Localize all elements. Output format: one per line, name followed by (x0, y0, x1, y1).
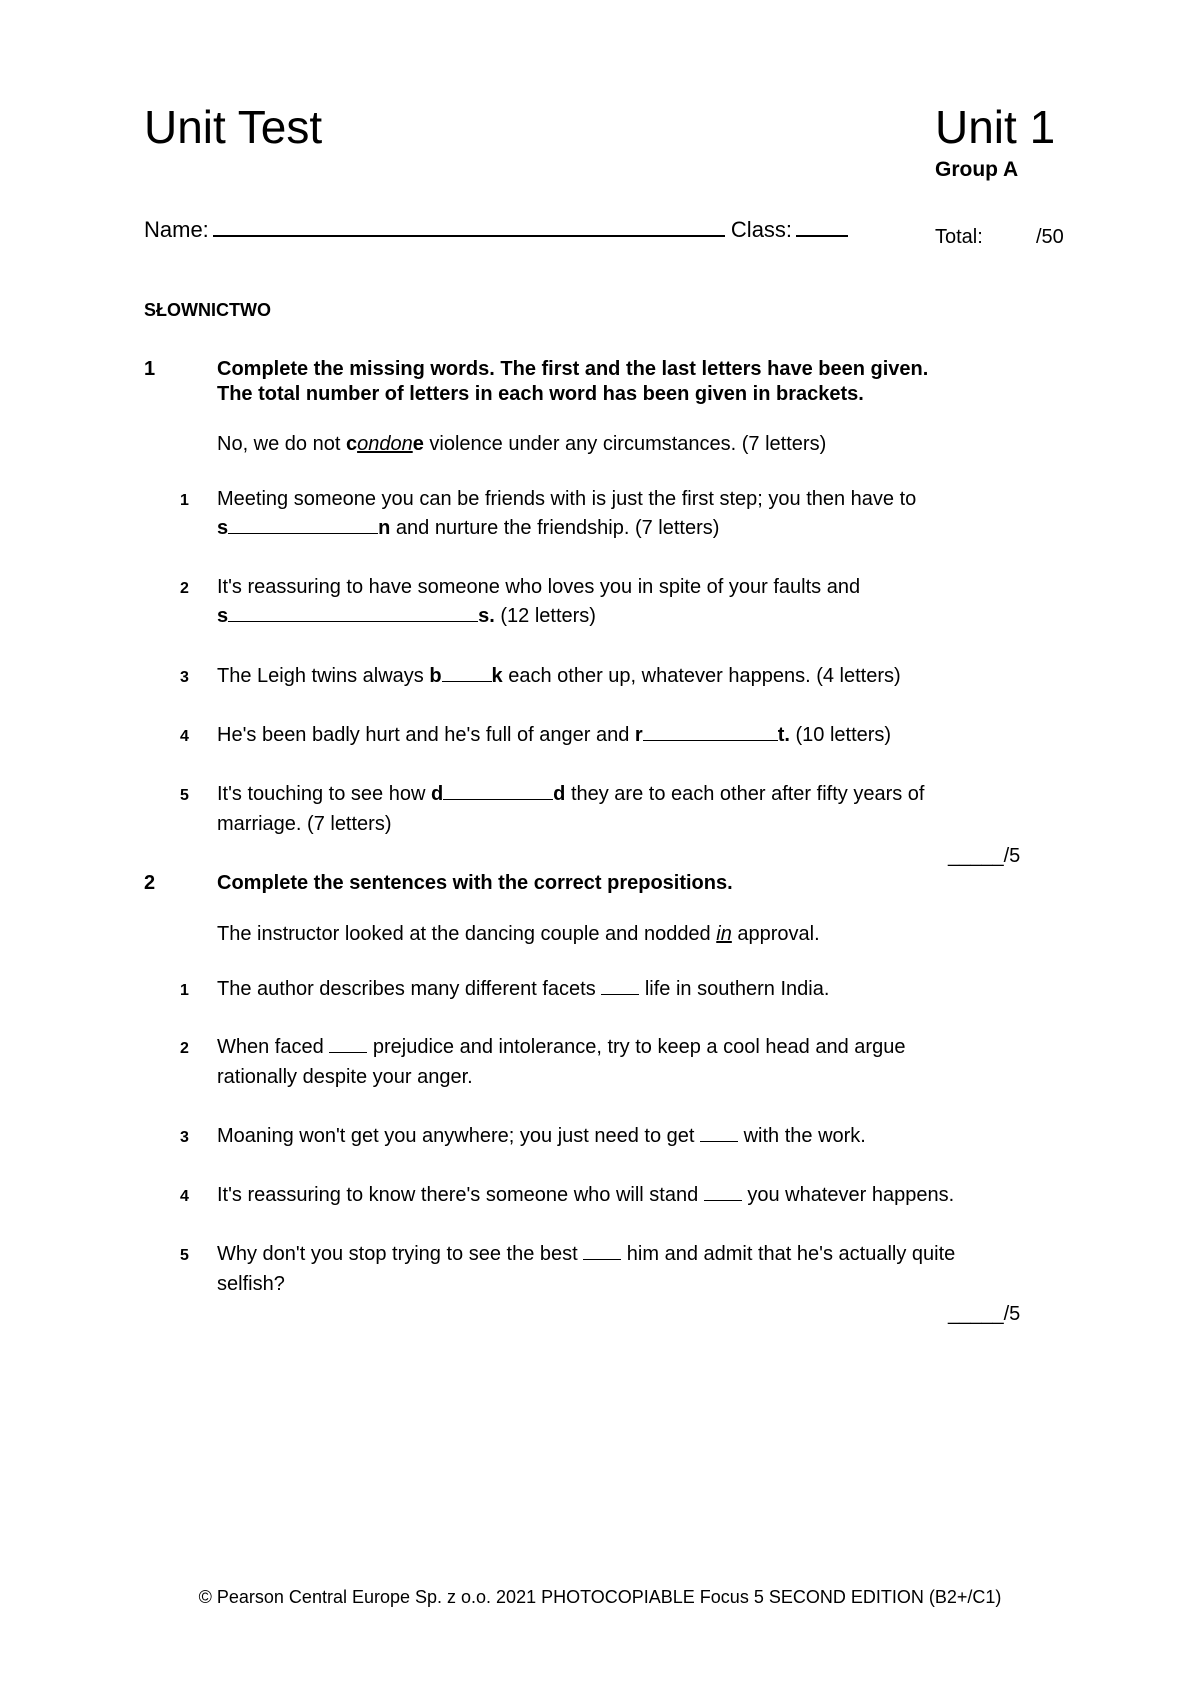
example-answer: ondon (357, 433, 413, 455)
answer-blank[interactable] (601, 978, 639, 995)
ex2-item4: It's reassuring to know there's someone who will stand you whatever happens. (217, 1184, 955, 1206)
item-number: 2 (180, 580, 189, 597)
answer-blank[interactable] (228, 605, 478, 622)
answer-blank[interactable] (329, 1036, 367, 1053)
answer-blank[interactable] (700, 1125, 738, 1142)
answer-blank[interactable] (443, 783, 553, 800)
unit-label: Unit 1 (935, 101, 1056, 153)
ex2-item5-line2: selfish? (217, 1273, 285, 1295)
ex1-item2-line2: s s. (12 letters) (217, 605, 596, 627)
item-number: 4 (180, 728, 189, 745)
ex2-item5-line1: Why don't you stop trying to see the best him and admit that he's actually quite (217, 1243, 956, 1265)
ex1-item3: The Leigh twins always b k each other up, whatever happens. (4 letters) (217, 665, 901, 687)
name-label: Name: (144, 217, 209, 242)
answer-blank[interactable] (643, 724, 778, 741)
ex1-item1-line1: Meeting someone you can be friends with is just the first step; you then have to (217, 488, 917, 510)
exercise-2-example: The instructor looked at the dancing couple and nodded in approval. (217, 923, 820, 945)
name-field[interactable] (213, 215, 725, 237)
item-number: 5 (180, 787, 189, 804)
exercise-2-instruction: Complete the sentences with the correct prepositions. (217, 872, 733, 894)
answer-blank[interactable] (442, 665, 492, 682)
answer-blank[interactable] (583, 1243, 621, 1260)
name-class-row (144, 215, 848, 243)
item-number: 2 (180, 1040, 189, 1057)
item-number: 1 (180, 982, 189, 999)
copyright-footer: © Pearson Central Europe Sp. z o.o. 2021 PHOTOCOPIABLE Focus 5 SECOND EDITION (B2+/C1) (198, 1587, 1002, 1607)
ex1-item4: He's been badly hurt and he's full of anger and r t. (10 letters) (217, 724, 892, 746)
exercise-1-number: 1 (144, 358, 156, 380)
item-number: 3 (180, 1129, 189, 1146)
group-label: Group A (935, 158, 1019, 181)
exercise-1-instruction-line2: The total number of letters in each word has been given in brackets. (217, 383, 864, 405)
page-title: Unit Test (144, 101, 323, 153)
ex1-item5-line2: marriage. (7 letters) (217, 813, 392, 835)
class-field[interactable] (796, 215, 848, 237)
answer-blank[interactable] (228, 517, 378, 534)
ex1-item2-line1: It's reassuring to have someone who loves you in spite of your faults and (217, 576, 861, 598)
item-number: 1 (180, 492, 189, 509)
exercise-1-score: _____/5 (948, 845, 1021, 867)
item-number: 4 (180, 1188, 189, 1205)
item-number: 3 (180, 669, 189, 686)
total-value: /50 (1036, 226, 1064, 248)
total-label: Total: (935, 226, 983, 248)
item-number: 5 (180, 1247, 189, 1264)
exercise-1-example: No, we do not condone violence under any circumstances. (7 letters) (217, 433, 827, 455)
ex2-item1: The author describes many different facets life in southern India. (217, 978, 830, 1000)
section-title: SŁOWNICTWO (144, 300, 271, 320)
exercise-2-score: _____/5 (948, 1303, 1021, 1325)
ex1-item1-line2: s n and nurture the friendship. (7 letters) (217, 517, 720, 539)
ex1-item5-line1: It's touching to see how d d they are to each other after fifty years of (217, 783, 925, 805)
ex2-item3: Moaning won't get you anywhere; you just need to get with the work. (217, 1125, 866, 1147)
answer-blank[interactable] (704, 1184, 742, 1201)
example-answer: in (716, 923, 732, 945)
exercise-1-instruction-line1: Complete the missing words. The first and the last letters have been given. (217, 358, 929, 380)
ex2-item2-line2: rationally despite your anger. (217, 1066, 473, 1088)
class-label: Class: (730, 217, 793, 242)
exercise-2-number: 2 (144, 872, 156, 894)
ex2-item2-line1: When faced prejudice and intolerance, try to keep a cool head and argue (217, 1036, 906, 1058)
